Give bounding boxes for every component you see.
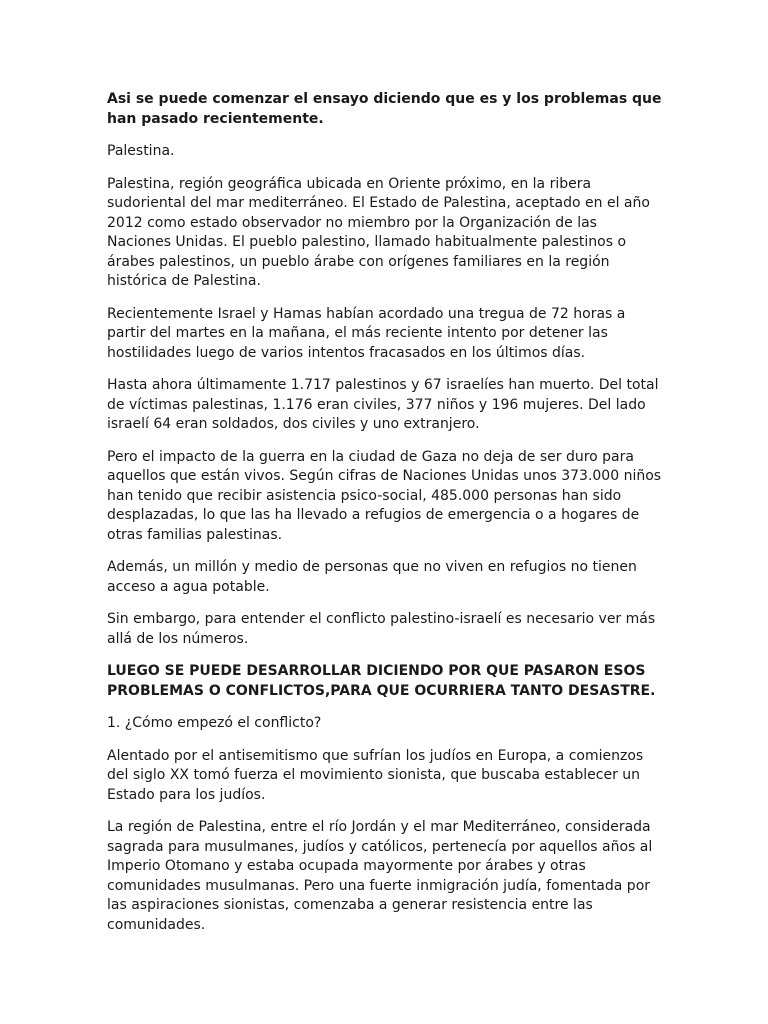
development-heading: LUEGO SE PUEDE DESARROLLAR DICIENDO POR QUE PASARON ESOS PROBLEMAS O CONFLICTOS,PARA QUE OCURRIERA TANTO DESASTRE. xyxy=(107,663,656,699)
intro-heading: Asi se puede comenzar el ensayo diciendo que es y los problemas que han pasado recientemente. xyxy=(107,91,662,127)
paragraph-truce: Recientemente Israel y Hamas habían acordado una tregua de 72 horas a partir del martes en la mañana, el más reciente intento por detener las hostilidades luego de varios intentos fracasados en los últimos días. xyxy=(107,305,626,361)
paragraph-water: Además, un millón y medio de personas que no viven en refugios no tienen acceso a agua potable. xyxy=(107,559,637,595)
question-heading: 1. ¿Cómo empezó el conflicto? xyxy=(107,715,322,731)
paragraph-numbers: Sin embargo, para entender el conflicto palestino-israelí es necesario ver más allá de los números. xyxy=(107,611,656,647)
section-title-palestina: Palestina. xyxy=(107,143,175,159)
paragraph-zionism: Alentado por el antisemitismo que sufrían los judíos en Europa, a comienzos del siglo XX tomó fuerza el movimiento sionista, que buscaba establecer un Estado para los judíos. xyxy=(107,747,644,803)
paragraph-definition: Palestina, región geográfica ubicada en Oriente próximo, en la ribera sudoriental del mar mediterráneo. El Estado de Palestina, aceptado en el año 2012 como estado observador no miembro por la Organización de las Naciones Unidas. El pueblo palestino, llamado habitualmente palestinos o árabes palestinos, un pueblo árabe con orígenes familiares en la región histórica de Palestina. xyxy=(107,175,650,289)
paragraph-region: La región de Palestina, entre el río Jordán y el mar Mediterráneo, considerada sagrada para musulmanes, judíos y católicos, pertenecía por aquellos años al Imperio Otomano y estaba ocupada mayormente por árabes y otras comunidades musulmanas. Pero una fuerte inmigración judía, fomentada por las aspiraciones sionistas, comenzaba a generar resistencia entre las comunidades. xyxy=(107,819,653,933)
document-page xyxy=(107,90,663,948)
paragraph-impact: Pero el impacto de la guerra en la ciudad de Gaza no deja de ser duro para aquellos que están vivos. Según cifras de Naciones Unidas unos 373.000 niños han tenido que recibir asistencia psico-social, 485.000 personas han sido desplazadas, lo que las ha llevado a refugios de emergencia o a hogares de otras familias palestinas. xyxy=(107,448,662,543)
paragraph-casualties: Hasta ahora últimamente 1.717 palestinos y 67 israelíes han muerto. Del total de víctimas palestinas, 1.176 eran civiles, 377 niños y 196 mujeres. Del lado israelí 64 eran soldados, dos civiles y uno extranjero. xyxy=(107,377,659,432)
